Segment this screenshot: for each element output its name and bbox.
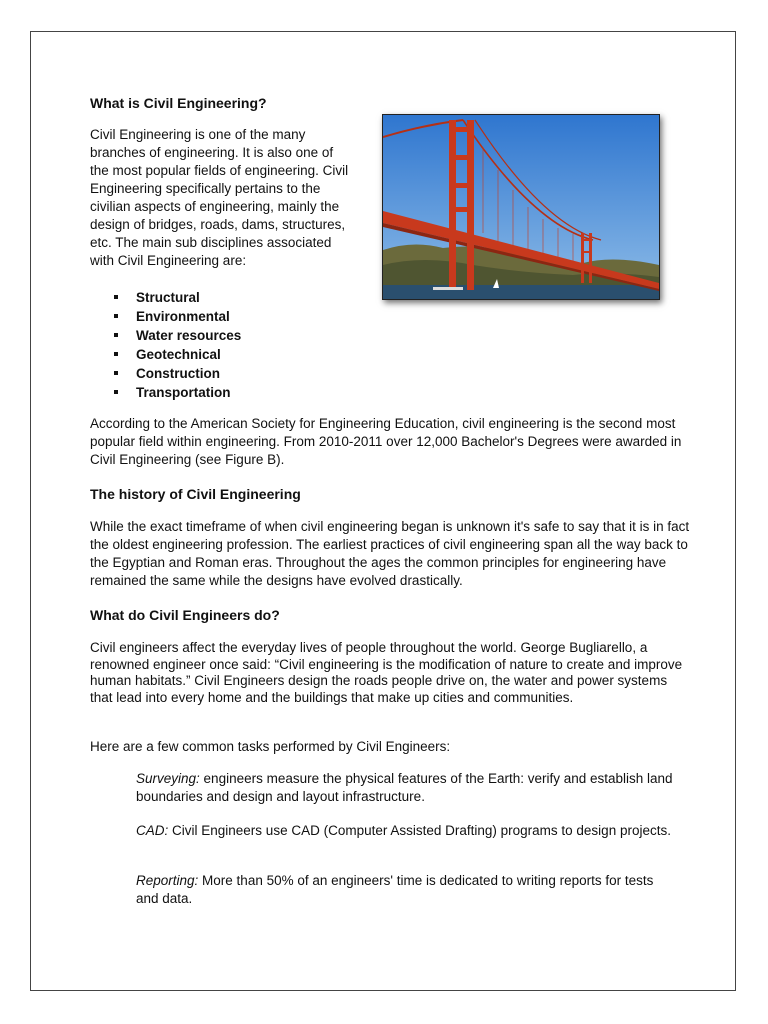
- task-text: Civil Engineers use CAD (Computer Assisted Drafting) programs to design projects.: [168, 823, 671, 838]
- heading-what-do-engineers-do: What do Civil Engineers do?: [90, 607, 280, 623]
- task-term: Reporting:: [136, 873, 199, 888]
- list-item: Environmental: [111, 307, 241, 326]
- document-page: [30, 31, 736, 991]
- task-text: engineers measure the physical features of the Earth: verify and establish land boundaries and design and layout infrastructure.: [136, 771, 673, 804]
- task-surveying: [136, 770, 676, 806]
- sub-disciplines-list: [111, 288, 241, 402]
- list-item: Transportation: [111, 383, 241, 402]
- list-item: Water resources: [111, 326, 241, 345]
- heading-what-is-civil-engineering: What is Civil Engineering?: [90, 95, 267, 111]
- list-item: Construction: [111, 364, 241, 383]
- asee-paragraph: According to the American Society for Engineering Education, civil engineering is the second most popular field within engineering. From 2010-2011 over 12,000 Bachelor's Degrees were awarded in Civil Engineering (see Figure B).: [90, 416, 682, 467]
- engineers-paragraph: Civil engineers affect the everyday lives of people throughout the world. George Bugliarello, a renowned engineer once said: “Civil engineering is the modification of nature to create and improve human habitats.” Civil Engineers design the roads people drive on, the water and power systems that lead into every home and the buildings that make up cities and communities.: [90, 640, 683, 705]
- tasks-intro: Here are a few common tasks performed by Civil Engineers:: [90, 739, 451, 754]
- bridge-photo: [382, 114, 660, 300]
- task-term: CAD:: [136, 823, 169, 838]
- history-paragraph: While the exact timeframe of when civil engineering began is unknown it's safe to say that it is in fact the oldest engineering profession. The earliest practices of civil engineering span all the way back to the Egyptian and Roman eras. Throughout the ages the common principles for engineering have remained the same while the designs have evolved drastically.: [90, 519, 690, 588]
- task-term: Surveying:: [136, 771, 200, 786]
- list-item: Geotechnical: [111, 345, 241, 364]
- intro-paragraph: Civil Engineering is one of the many branches of engineering. It is also one of the most popular fields of engineering. Civil Engineering specifically pertains to the civilian aspects of engineering, mainly the design of bridges, roads, dams, structures, etc. The main sub disciplines associated with Civil Engineering are:: [90, 127, 349, 268]
- task-cad: [136, 822, 676, 840]
- task-reporting: [136, 872, 676, 908]
- list-item: Structural: [111, 288, 241, 307]
- task-text: More than 50% of an engineers' time is dedicated to writing reports for tests and data.: [136, 873, 654, 906]
- heading-history: The history of Civil Engineering: [90, 486, 301, 502]
